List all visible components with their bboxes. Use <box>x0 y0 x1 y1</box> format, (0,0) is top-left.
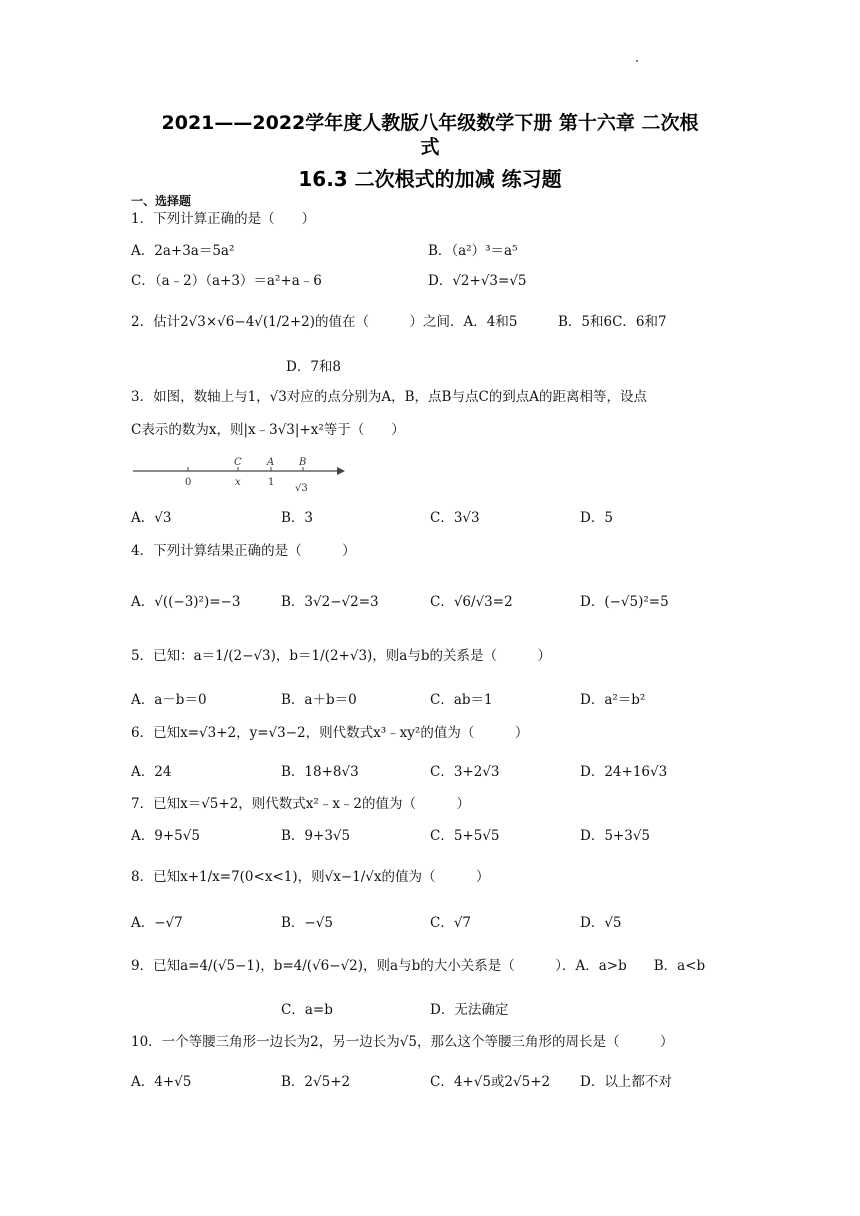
q4-option-b: B．3√2−√2=3 <box>281 594 379 610</box>
point-label-a: A <box>267 457 275 468</box>
q10-stem: 10．一个等腰三角形一边长为2，另一边长为√5，那么这个等腰三角形的周长是（ ） <box>131 1034 674 1050</box>
q2-option-d: D．7和8 <box>286 359 342 375</box>
point-label-c: C <box>234 457 242 468</box>
title-line-1: 2021——2022学年度人教版八年级数学下册 第十六章 二次根 <box>161 112 699 134</box>
q3-option-a: A．√3 <box>131 510 172 526</box>
q10-option-a: A．4+√5 <box>131 1074 192 1090</box>
q7-option-a: A．9+5√5 <box>131 828 200 844</box>
q9-option-c: C．a=b <box>281 1002 333 1018</box>
q5-option-b: B．a＋b＝0 <box>281 692 357 708</box>
section-heading: 一、选择题 <box>131 194 192 208</box>
q8-option-a: A．−√7 <box>131 915 183 931</box>
q5-stem: 5．已知：a＝1/(2−√3)，b＝1/(2+√3)，则a与b的关系是（ ） <box>131 648 551 664</box>
q3-line-1: 3．如图，数轴上与1，√3对应的点分别为A，B，点B与点C的到点A的距离相等，设点 <box>131 389 648 405</box>
title-line-3: 16.3 二次根式的加减 练习题 <box>298 167 562 191</box>
q8-option-d: D．√5 <box>580 915 622 931</box>
q3-option-b: B．3 <box>281 510 314 526</box>
q2-pre: 2．估计 <box>131 314 181 330</box>
q2-expression: 2√3×√6−4√(1/2+2) <box>180 314 316 330</box>
point-label-b: B <box>299 457 307 468</box>
q6-option-a: A．24 <box>131 764 172 780</box>
q1-option-b: B．（a²）³＝a⁵ <box>428 243 518 259</box>
q5-option-c: C．ab＝1 <box>430 692 493 708</box>
q1-option-d: D．√2+√3=√5 <box>428 273 527 289</box>
q7-option-c: C．5+5√5 <box>430 828 500 844</box>
q8-stem: 8．已知x+1/x=7(0<x<1)，则√x−1/√x的值为（ ） <box>131 869 490 885</box>
q3-option-c: C．3√3 <box>430 510 480 526</box>
q6-option-d: D．24+16√3 <box>580 764 668 780</box>
q1-stem: 1．下列计算正确的是（ ） <box>131 211 316 227</box>
axis-label-sqrt3: √3 <box>295 483 308 494</box>
number-line-arrow <box>337 467 345 475</box>
corner-mark <box>636 60 638 62</box>
q7-option-b: B．9+3√5 <box>281 828 351 844</box>
q1-option-c: C．（a﹣2）（a+3）＝a²+a﹣6 <box>131 273 322 289</box>
q10-option-d: D．以上都不对 <box>580 1074 672 1090</box>
q1-option-a: A．2a+3a＝5a² <box>131 243 235 259</box>
q6-option-b: B．18+8√3 <box>281 764 359 780</box>
title-line-2: 式 <box>420 136 440 158</box>
q7-stem: 7．已知x＝√5+2，则代数式x²﹣x﹣2的值为（ ） <box>131 796 471 812</box>
q6-stem: 6．已知x=√3+2，y=√3−2，则代数式x³﹣xy²的值为（ ） <box>131 725 529 741</box>
number-line-figure <box>131 455 351 497</box>
q2-post: 的值在（ ）之间．A．4和5 B．5和6C．6和7 <box>315 314 667 330</box>
q9-option-d: D．无法确定 <box>430 1002 509 1018</box>
axis-label-0: 0 <box>185 477 192 488</box>
q6-option-c: C．3+2√3 <box>430 764 500 780</box>
q8-option-b: B．−√5 <box>281 915 333 931</box>
axis-label-x: x <box>235 477 241 488</box>
q3-option-d: D．5 <box>580 510 613 526</box>
q4-option-c: C．√6/√3=2 <box>430 594 513 610</box>
q5-option-a: A．a－b＝0 <box>131 692 207 708</box>
axis-label-1: 1 <box>268 477 275 488</box>
q9-stem: 9．已知a=4/(√5−1)，b=4/(√6−√2)，则a与b的大小关系是（ ）．A．a>b B．a<b <box>131 958 706 974</box>
q4-option-a: A．√((−3)²)=−3 <box>131 594 241 610</box>
q3-line-2: C表示的数为x，则|x﹣3√3|+x²等于（ ） <box>131 422 405 438</box>
q4-stem: 4．下列计算结果正确的是（ ） <box>131 543 356 559</box>
q10-option-c: C．4+√5或2√5+2 <box>430 1074 551 1090</box>
q4-option-d: D．(−√5)²=5 <box>580 594 669 610</box>
q2-stem <box>131 316 667 330</box>
q10-option-b: B．2√5+2 <box>281 1074 351 1090</box>
q8-option-c: C．√7 <box>430 915 472 931</box>
q5-option-d: D．a²＝b² <box>580 692 646 708</box>
q7-option-d: D．5+3√5 <box>580 828 651 844</box>
